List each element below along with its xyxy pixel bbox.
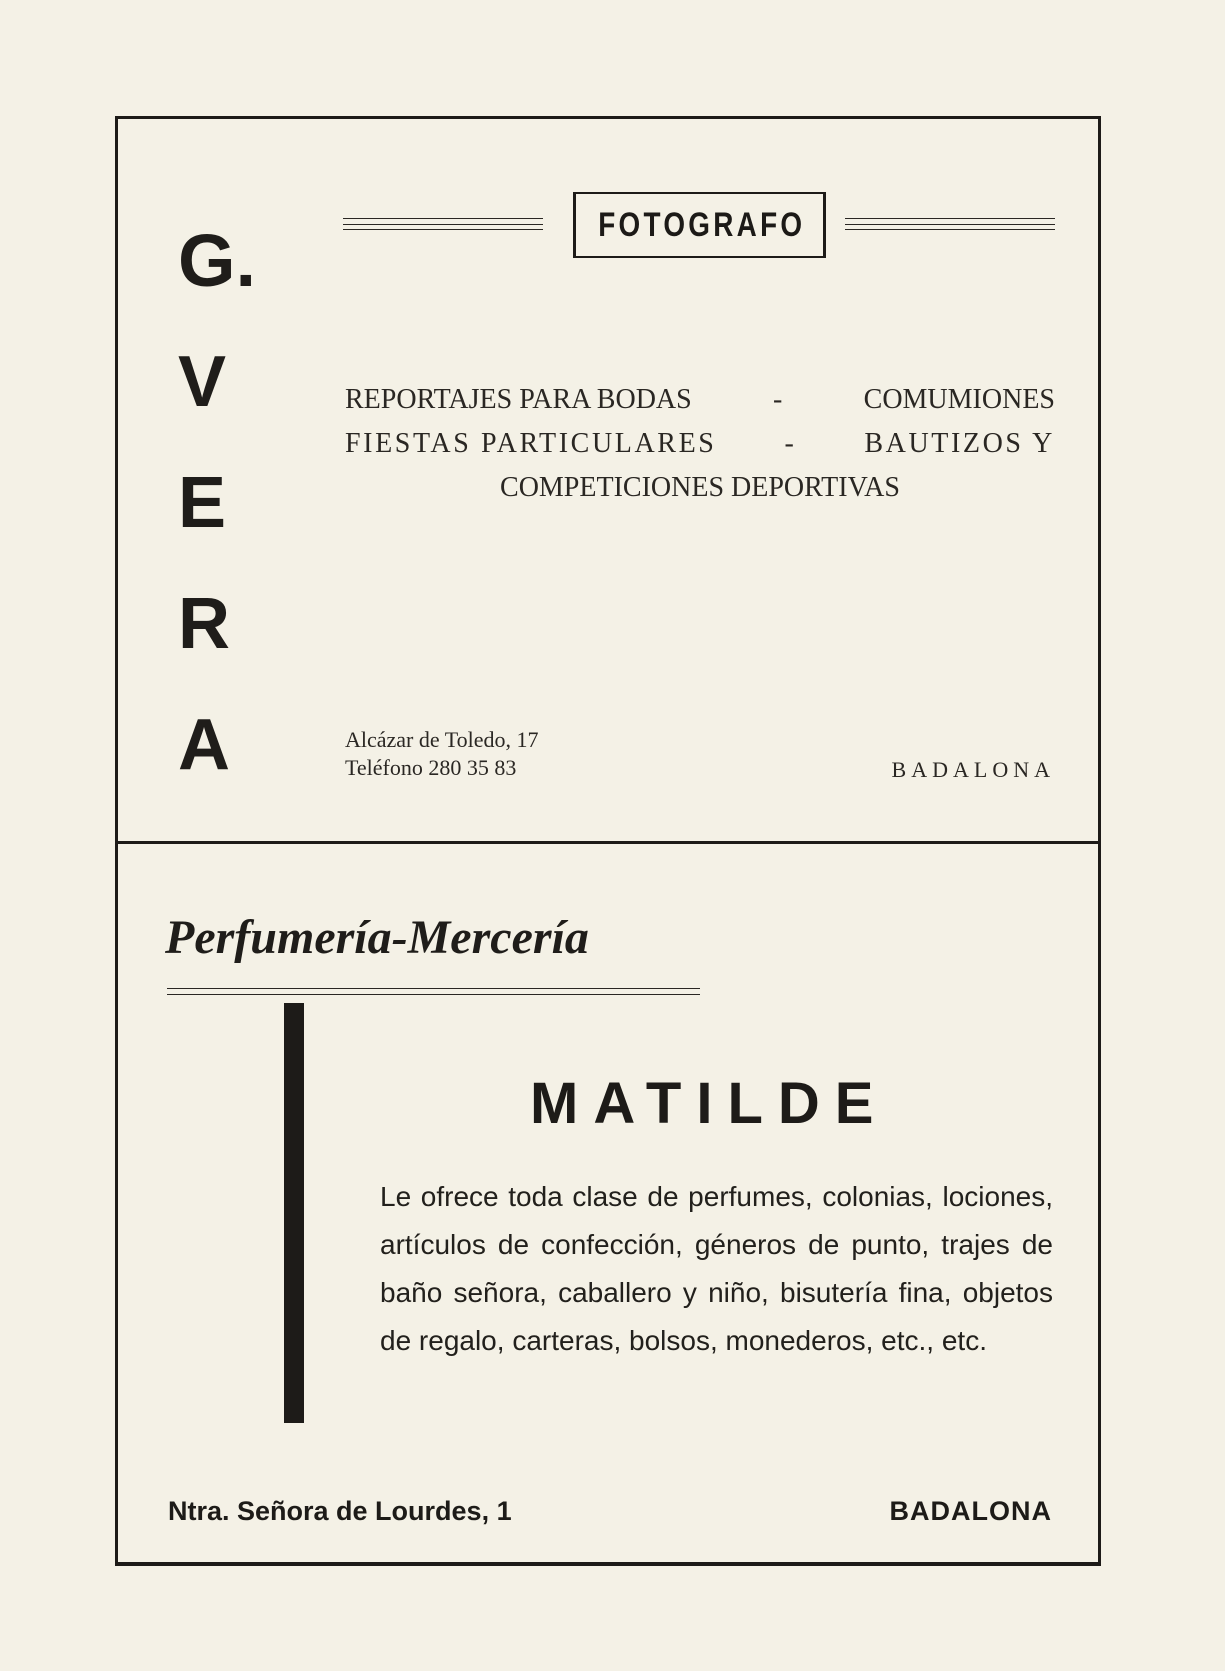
- photographer-name-vertical: [178, 219, 278, 785]
- shop-address: Ntra. Señora de Lourdes, 1: [168, 1496, 512, 1526]
- profession-box: [573, 192, 826, 258]
- perfumery-title: Perfumería-Mercería: [165, 911, 589, 964]
- services-line-1: [345, 378, 1055, 422]
- photographer-phone: Teléfono 280 35 83: [345, 755, 517, 780]
- service-weddings: REPORTAJES PARA BODAS: [345, 384, 692, 415]
- shop-name: MATILDE: [530, 1071, 889, 1136]
- header-rule-left: [343, 218, 543, 219]
- service-baptisms: BAUTIZOS Y: [864, 428, 1055, 459]
- services-line-3: [345, 466, 1055, 510]
- photographer-city: BADALONA: [891, 757, 1055, 782]
- name-letter-r: R: [178, 584, 230, 664]
- service-parties: FIESTAS PARTICULARES: [345, 428, 717, 459]
- header-rule-right: [845, 218, 1055, 219]
- service-sports: COMPETICIONES DEPORTIVAS: [500, 472, 900, 503]
- service-communions: COMUMIONES: [863, 384, 1055, 415]
- name-letter-a: A: [178, 705, 230, 785]
- services-list: [345, 378, 1055, 510]
- profession-header: [343, 192, 1055, 264]
- profession-label: FOTOGRAFO: [598, 206, 806, 244]
- ad-divider: [115, 841, 1101, 844]
- shop-city: BADALONA: [889, 1496, 1052, 1526]
- service-separator: -: [773, 384, 783, 415]
- name-letter-g: G.: [178, 219, 257, 302]
- services-line-2: [345, 422, 1055, 466]
- photographer-address: Alcázar de Toledo, 17: [345, 727, 539, 752]
- shop-description: Le ofrece toda clase de perfumes, colonias, lociones, artículos de confección, géneros de punto, trajes de baño señora, caballero y niño, bisutería fina, objetos de regalo, carteras, bolsos, monederos, etc., etc.: [380, 1181, 1053, 1356]
- service-separator: -: [784, 428, 797, 459]
- decorative-vertical-bar: [284, 1003, 304, 1423]
- name-letter-e: E: [178, 463, 227, 543]
- title-underline: [167, 988, 700, 989]
- photographer-contact: [345, 726, 539, 782]
- name-letter-v: V: [178, 342, 227, 422]
